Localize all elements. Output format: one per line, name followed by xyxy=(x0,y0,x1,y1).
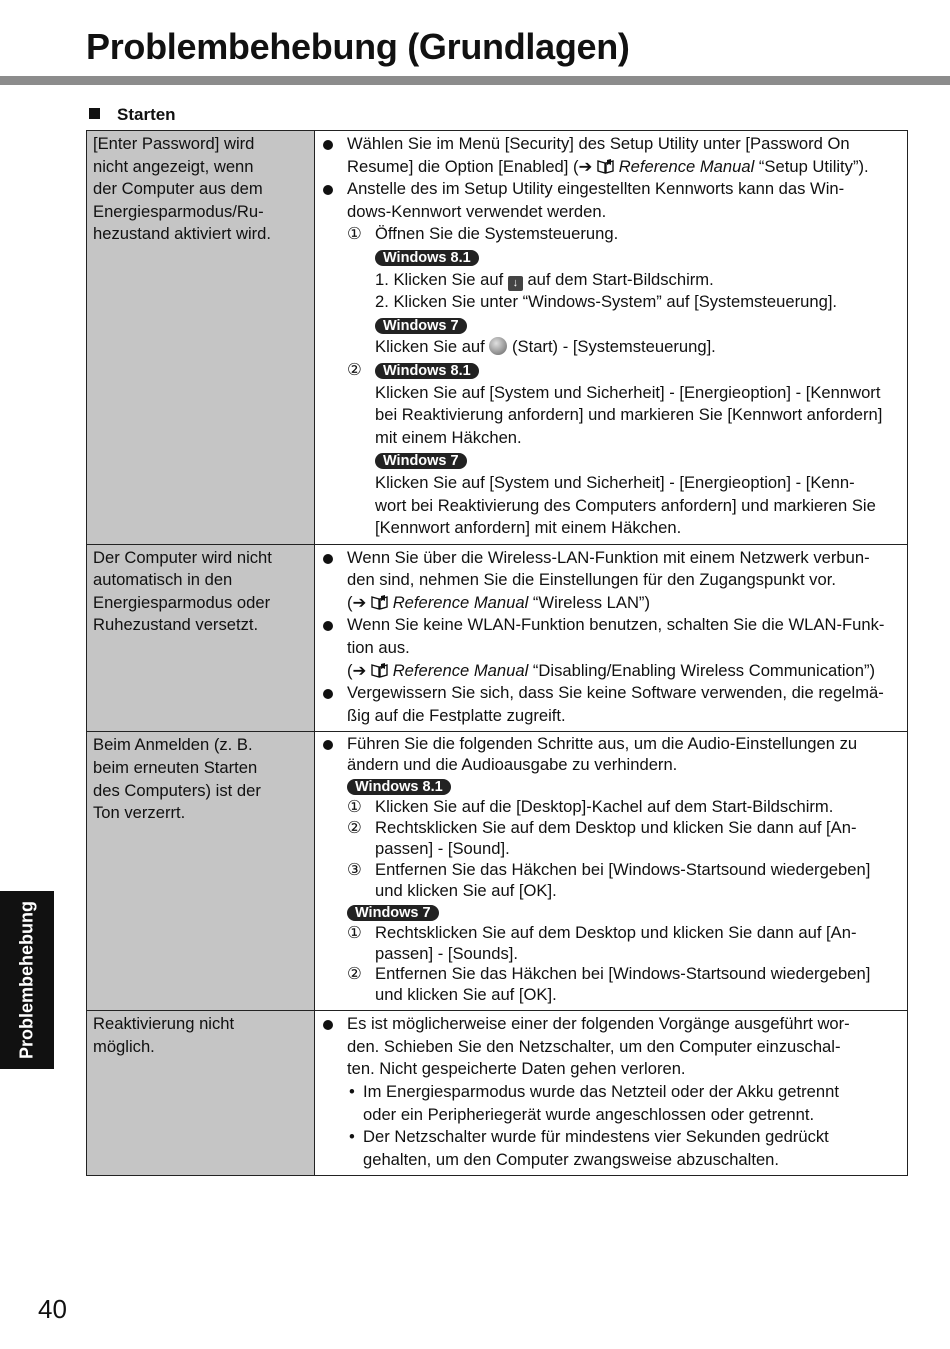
problem-text: beim erneuten Starten xyxy=(93,758,258,778)
solution-text: Vergewissern Sie sich, dass Sie keine Software verwenden, die regelmä- xyxy=(347,683,884,703)
sub-bullet-item xyxy=(319,1126,903,1149)
bullet-item xyxy=(319,734,903,755)
solution-cell xyxy=(315,1011,908,1176)
section-heading xyxy=(89,105,176,125)
step-text: Entfernen Sie das Häkchen bei [Windows-Startsound wiedergeben] xyxy=(375,859,871,879)
arrow-right-icon: ➔ xyxy=(352,592,367,612)
download-arrow-icon: ↓ xyxy=(508,276,523,291)
solution-cell xyxy=(315,131,908,545)
reference-manual-link[interactable]: Reference Manual xyxy=(392,592,529,612)
reference-manual-link[interactable]: Reference Manual xyxy=(392,660,529,680)
reference-line xyxy=(319,592,903,615)
problem-text: des Computers) ist der xyxy=(93,780,261,800)
step-text xyxy=(319,269,903,292)
solution-text: “Wireless LAN”) xyxy=(528,592,650,612)
arrow-right-icon: ➔ xyxy=(352,660,367,680)
problem-cell xyxy=(87,544,315,732)
problem-text: Ton verzerrt. xyxy=(93,803,186,823)
numbered-step xyxy=(319,797,903,818)
step-text: (Start) - [Systemsteuerung]. xyxy=(507,337,716,357)
solution-cell xyxy=(315,544,908,732)
step-text: bei Reaktivierung anfordern] und markieren Sie [Kennwort anfordern] xyxy=(375,405,883,425)
solution-text: Wenn Sie keine WLAN-Funktion benutzen, schalten Sie die WLAN-Funk- xyxy=(347,615,885,635)
problem-cell xyxy=(87,732,315,1011)
windows-8-1-badge: Windows 8.1 xyxy=(375,250,479,266)
solution-text: Wenn Sie über die Wireless-LAN-Funktion mit einem Netzwerk verbun- xyxy=(347,547,870,567)
step-number: ② xyxy=(347,359,362,379)
solution-text: Wählen Sie im Menü [Security] des Setup Utility unter [Password On xyxy=(347,134,850,153)
filled-square-icon xyxy=(89,108,100,119)
table-row xyxy=(87,544,908,732)
solution-cell xyxy=(315,732,908,1011)
bullet-item xyxy=(319,614,903,637)
dot-bullet-icon: • xyxy=(349,1127,355,1147)
page-number: 40 xyxy=(38,1294,67,1324)
book-icon xyxy=(371,595,388,610)
numbered-step xyxy=(319,964,903,985)
bullet-continuation: ändern und die Audioausgabe zu verhindern. xyxy=(347,755,678,775)
side-tab-label: Problembehebung xyxy=(16,900,37,1060)
section-title: Starten xyxy=(117,105,176,124)
step-text: passen] - [Sound]. xyxy=(375,838,510,858)
bullet-continuation: dows-Kennwort verwendet werden. xyxy=(347,201,607,221)
step-text: mit einem Häkchen. xyxy=(375,427,522,447)
windows-start-orb-icon xyxy=(489,337,507,355)
sub-bullet-item xyxy=(319,1081,903,1104)
windows-8-1-badge: Windows 8.1 xyxy=(375,363,479,379)
solution-text: “Setup Utility”). xyxy=(754,156,869,176)
table-row xyxy=(87,131,908,545)
bullet-icon xyxy=(323,1020,333,1030)
windows-7-badge: Windows 7 xyxy=(375,318,467,334)
bullet-icon xyxy=(323,554,333,564)
numbered-step xyxy=(319,923,903,944)
solution-text: oder ein Peripheriegerät wurde angeschlossen oder getrennt. xyxy=(363,1104,815,1124)
step-number: ① xyxy=(347,224,362,244)
problem-text: möglich. xyxy=(93,1036,155,1056)
bullet-icon xyxy=(323,689,333,699)
step-number: ② xyxy=(347,964,362,984)
step-number: ② xyxy=(347,818,362,838)
step-text: passen] - [Sounds]. xyxy=(375,943,518,963)
bullet-continuation xyxy=(319,156,903,179)
reference-line xyxy=(319,660,903,683)
step-text: Rechtsklicken Sie auf dem Desktop und klicken Sie dann auf [An- xyxy=(375,922,857,942)
problem-text: nicht angezeigt, wenn xyxy=(93,156,254,176)
step-text: Entfernen Sie das Häkchen bei [Windows-Startsound wiedergeben] xyxy=(375,964,871,984)
windows-7-badge: Windows 7 xyxy=(375,453,467,469)
table-row xyxy=(87,1011,908,1176)
problem-text: Der Computer wird nicht xyxy=(93,547,272,567)
bullet-continuation: tion aus. xyxy=(347,638,410,658)
problem-text: Ruhezustand versetzt. xyxy=(93,615,259,635)
problem-text: [Enter Password] wird xyxy=(93,134,255,153)
numbered-step xyxy=(319,223,903,246)
arrow-right-icon: ➔ xyxy=(578,156,593,176)
numbered-step xyxy=(319,359,903,382)
bullet-item xyxy=(319,547,903,570)
step-text: und klicken Sie auf [OK]. xyxy=(375,880,557,900)
step-number: ① xyxy=(347,797,362,817)
bullet-icon xyxy=(323,140,333,150)
step-text: wort bei Reaktivierung des Computers anfordern] und markieren Sie xyxy=(375,495,876,515)
problem-text: der Computer aus dem xyxy=(93,179,263,199)
bullet-continuation: ten. Nicht gespeicherte Daten gehen verloren. xyxy=(347,1059,686,1079)
step-text: Klicken Sie auf xyxy=(375,337,490,357)
solution-text: Der Netzschalter wurde für mindestens vier Sekunden gedrückt xyxy=(363,1127,829,1147)
windows-8-1-badge: Windows 8.1 xyxy=(347,779,451,795)
bullet-item xyxy=(319,133,903,156)
problem-text: hezustand aktiviert wird. xyxy=(93,224,272,244)
problem-text: Energiesparmodus/Ru- xyxy=(93,201,264,221)
solution-text: Im Energiesparmodus wurde das Netzteil oder der Akku getrennt xyxy=(363,1082,839,1101)
solution-text: Resume] die Option [Enabled] ( xyxy=(347,156,579,176)
step-text xyxy=(319,336,903,359)
book-icon xyxy=(371,663,388,678)
step-text: Öffnen Sie die Systemsteuerung. xyxy=(375,224,619,244)
step-text: und klicken Sie auf [OK]. xyxy=(375,985,557,1005)
problem-cell xyxy=(87,1011,315,1176)
step-number: ③ xyxy=(347,859,362,879)
reference-manual-link[interactable]: Reference Manual xyxy=(618,156,755,176)
bullet-item xyxy=(319,178,903,201)
bullet-icon xyxy=(323,185,333,195)
step-text: auf dem Start-Bildschirm. xyxy=(522,269,714,289)
bullet-item xyxy=(319,1013,903,1036)
bullet-continuation: ßig auf die Festplatte zugreift. xyxy=(347,705,566,725)
solution-text: Anstelle des im Setup Utility eingestellten Kennworts kann das Win- xyxy=(347,179,845,199)
side-tab xyxy=(0,891,54,1069)
page-title: Problembehebung (Grundlagen) xyxy=(86,26,630,67)
solution-text: ( xyxy=(347,592,353,612)
book-icon xyxy=(597,159,614,174)
step-text: 1. Klicken Sie auf xyxy=(375,269,508,289)
problem-cell xyxy=(87,131,315,545)
bullet-item xyxy=(319,682,903,705)
dot-bullet-icon: • xyxy=(349,1082,355,1101)
numbered-step xyxy=(319,860,903,881)
bullet-icon xyxy=(323,740,333,750)
step-number: ① xyxy=(347,922,362,942)
step-text: 2. Klicken Sie unter “Windows-System” auf [Systemsteuerung]. xyxy=(375,292,838,312)
step-text: Klicken Sie auf [System und Sicherheit] - [Energieoption] - [Kennwort xyxy=(375,382,881,402)
bullet-continuation: den sind, nehmen Sie die Einstellungen für den Zugangspunkt vor. xyxy=(347,570,836,590)
bullet-icon xyxy=(323,621,333,631)
solution-text: gehalten, um den Computer zwangsweise abzuschalten. xyxy=(363,1149,780,1169)
problem-text: Beim Anmelden (z. B. xyxy=(93,735,253,755)
problem-text: Reaktivierung nicht xyxy=(93,1014,235,1034)
windows-7-badge: Windows 7 xyxy=(347,905,439,921)
step-text: Klicken Sie auf [System und Sicherheit] - [Energieoption] - [Kenn- xyxy=(375,472,855,492)
step-text: [Kennwort anfordern] mit einem Häkchen. xyxy=(375,518,682,538)
table-row xyxy=(87,732,908,1011)
problem-text: automatisch in den xyxy=(93,570,233,590)
numbered-step xyxy=(319,818,903,839)
step-text: Rechtsklicken Sie auf dem Desktop und klicken Sie dann auf [An- xyxy=(375,818,857,838)
solution-text: “Disabling/Enabling Wireless Communication”) xyxy=(528,660,876,680)
problem-text: Energiesparmodus oder xyxy=(93,592,271,612)
troubleshooting-table xyxy=(86,130,908,1176)
solution-text: Es ist möglicherweise einer der folgenden Vorgänge ausgeführt wor- xyxy=(347,1014,850,1034)
step-text: Klicken Sie auf die [Desktop]-Kachel auf dem Start-Bildschirm. xyxy=(375,797,834,817)
solution-text: ( xyxy=(347,660,353,680)
solution-text: Führen Sie die folgenden Schritte aus, um die Audio-Einstellungen zu xyxy=(347,734,858,754)
title-rule xyxy=(0,76,950,85)
bullet-continuation: den. Schieben Sie den Netzschalter, um den Computer einzuschal- xyxy=(347,1036,841,1056)
